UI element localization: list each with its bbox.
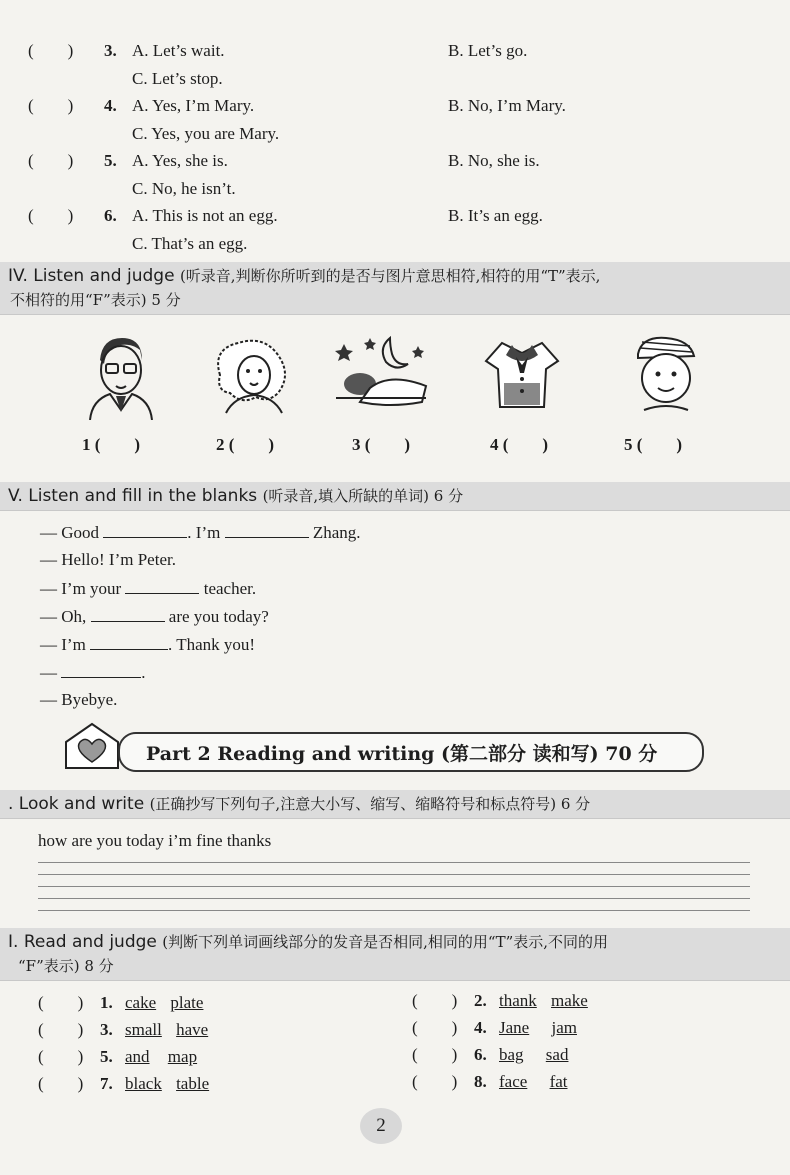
section-instruction: (判断下列单词画线部分的发音是否相同,相同的用“T”表示,不同的用 [162,933,609,951]
section-4-header [0,262,790,315]
fill-blank[interactable] [91,605,165,622]
fill-blank[interactable] [125,577,199,594]
answer-paren: ( ) [28,151,74,170]
section-read-judge-header [0,928,790,981]
boy-with-cap-icon [628,332,700,414]
option-a: A. This is not an egg. [132,206,278,225]
option-c: C. Yes, you are Mary. [132,124,280,143]
question-number: 6. [104,206,117,225]
section-title: V. Listen and fill in the blanks [8,486,258,506]
page-number: 2 [360,1108,402,1144]
section-instruction-cont: 不相符的用“F”表示) 5 分 [10,291,181,309]
judge-item-6: ( ) 6. bag sad [412,1045,569,1064]
dialogue-line-5: — I’m . Thank you! [40,635,256,654]
dialogue-line-1: — Good . I’m Zhang. [40,523,361,542]
option-b: B. Let’s go. [448,41,528,60]
section-title: . Look and write [8,794,145,814]
section-instruction-cont: “F”表示) 8 分 [18,957,114,975]
section-5-header [0,482,790,511]
writing-line[interactable] [38,862,750,863]
dialogue-line-7: — Byebye. [40,690,118,709]
man-with-glasses-icon [80,330,160,420]
section-instruction: (正确抄写下列句子,注意大小写、缩写、缩略符号和标点符号) 6 分 [149,795,591,813]
option-c: C. No, he isn’t. [132,179,236,198]
fill-blank[interactable] [103,521,187,538]
judge-item-4: ( ) 4. Jane jam [412,1018,577,1037]
option-b: B. No, she is. [448,151,540,170]
fill-blank[interactable] [225,521,309,538]
judge-item-2: ( ) 2. thank make [412,991,588,1010]
section-instruction: (听录音,填入所缺的单词) 6 分 [262,487,464,505]
child-sleeping-icon [330,332,430,412]
writing-line [38,874,750,875]
part-2-label: Part 2 Reading and writing (第二部分 读和写) 70 分 [146,743,658,765]
picture-label-5: 5 ( ) [624,435,683,454]
girl-curly-hair-icon [208,335,294,415]
answer-paren: ( ) [28,206,74,225]
judge-item-1: ( ) 1. cake plate [38,993,204,1012]
writing-line [38,886,750,887]
picture-label-2: 2 ( ) [216,435,275,454]
judge-item-5: ( ) 5. and map [38,1047,198,1066]
option-a: A. Let’s wait. [132,41,225,60]
option-b: B. No, I’m Mary. [448,96,566,115]
question-number: 5. [104,151,117,170]
question-number: 4. [104,96,117,115]
dialogue-line-4: — Oh, are you today? [40,607,269,626]
fill-blank[interactable] [90,633,168,650]
fill-blank[interactable] [61,661,141,678]
dialogue-line-2: — Hello! I’m Peter. [40,550,176,569]
picture-label-1: 1 ( ) [82,435,141,454]
part-2-banner [118,732,704,772]
section-look-write-header [0,790,790,819]
answer-paren: ( ) [28,96,74,115]
writing-line [38,898,750,899]
option-a: A. Yes, she is. [132,151,228,170]
heart-book-icon [62,720,122,772]
blouse-icon [482,333,562,413]
question-number: 3. [104,41,117,60]
section-title: I. Read and judge [8,932,157,952]
section-title: IV. Listen and judge [8,266,175,286]
judge-item-3: ( ) 3. small have [38,1020,209,1039]
option-b: B. It’s an egg. [448,206,543,225]
option-c: C. Let’s stop. [132,69,223,88]
option-a: A. Yes, I’m Mary. [132,96,255,115]
option-c: C. That’s an egg. [132,234,248,253]
section-instruction: (听录音,判断你所听到的是否与图片意思相符,相符的用“T”表示, [179,267,601,285]
sentence-to-copy: how are you today i’m fine thanks [38,831,272,850]
picture-label-3: 3 ( ) [352,435,411,454]
dialogue-line-3: — I’m your teacher. [40,579,257,598]
answer-paren: ( ) [28,41,74,60]
picture-label-4: 4 ( ) [490,435,549,454]
writing-line [38,910,750,911]
judge-item-8: ( ) 8. face fat [412,1072,568,1091]
dialogue-line-6: — . [40,663,146,682]
judge-item-7: ( ) 7. black table [38,1074,210,1093]
